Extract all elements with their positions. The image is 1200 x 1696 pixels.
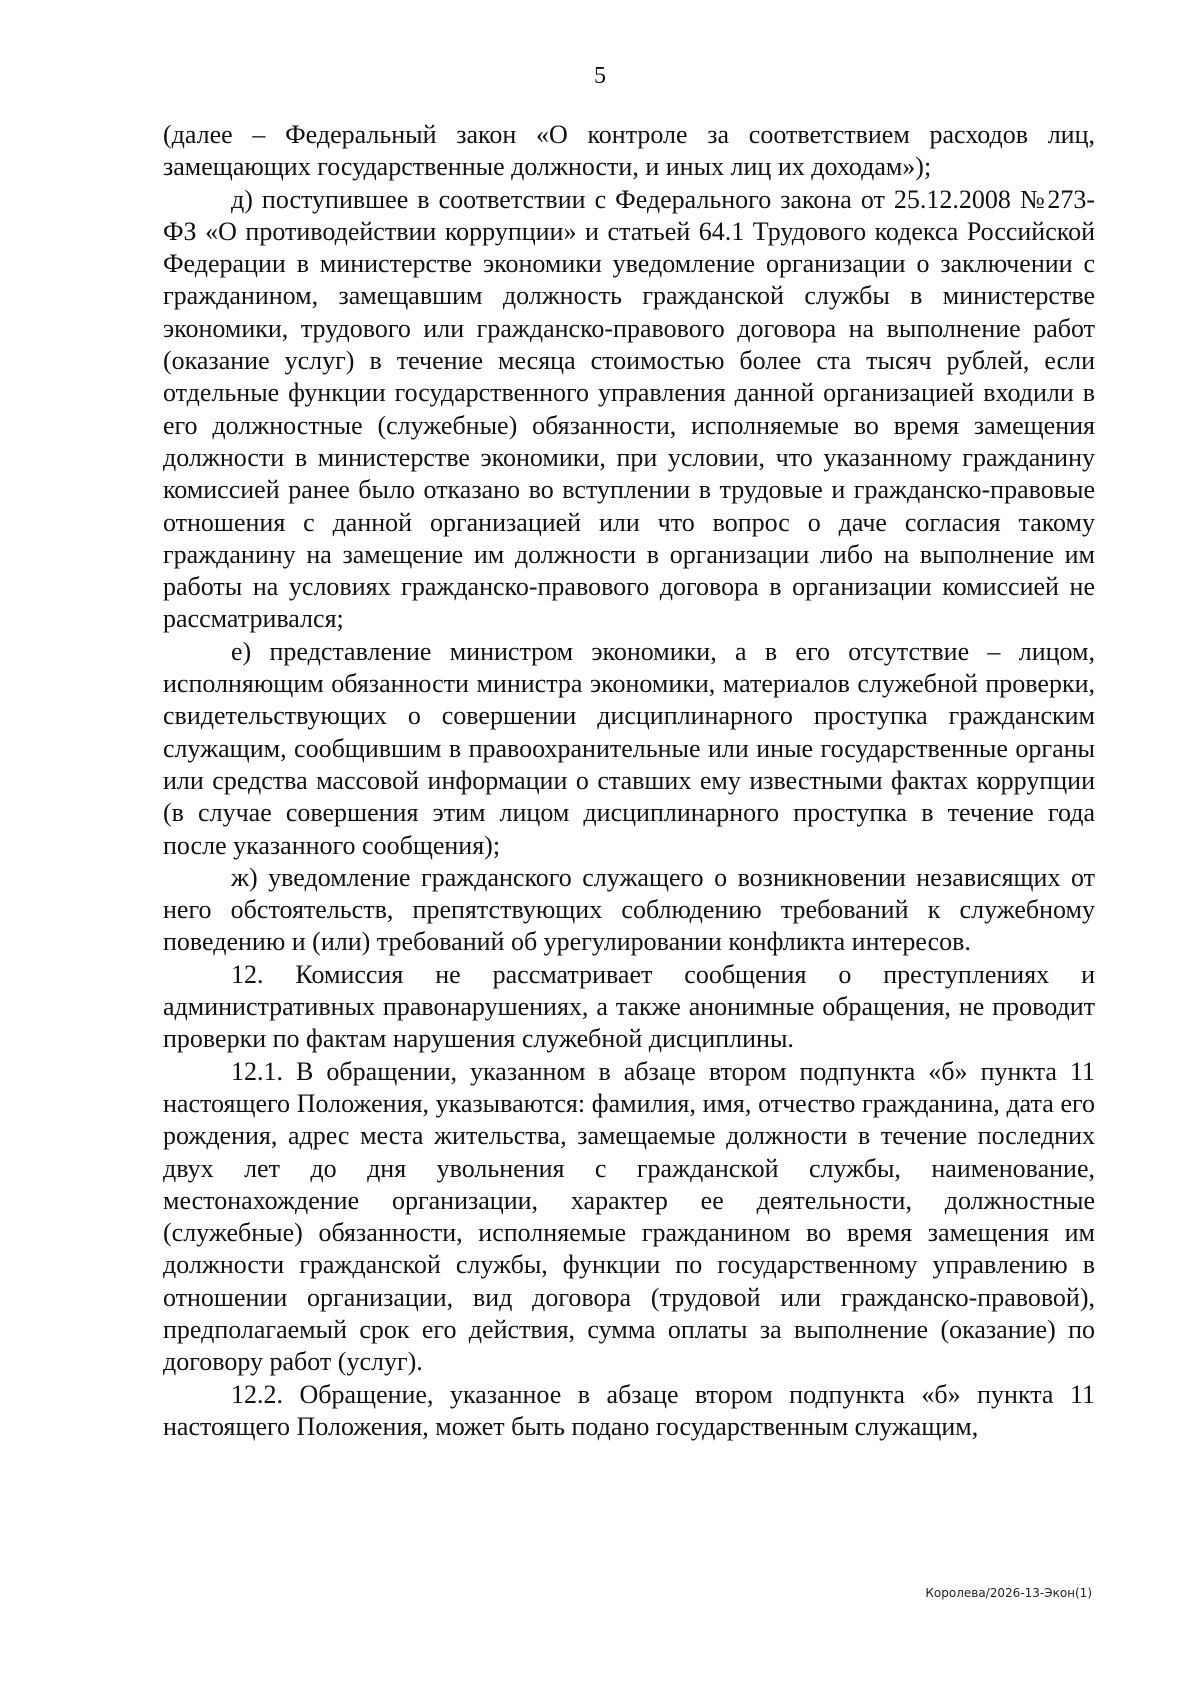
page-number: 5 — [594, 63, 606, 89]
paragraph-clause-12: 12. Комиссия не рассматривает сообщения о преступлениях и административных правонарушениях, а также анонимные обращения, не проводит проверки по фактам нарушения служебной дисциплины. — [163, 959, 1095, 1054]
document-body — [163, 119, 1095, 1443]
paragraph-clause-12-2: 12.2. Обращение, указанное в абзаце втором подпункта «б» пункта 11 настоящего Положения, может быть подано государственным служащим, — [163, 1379, 1095, 1441]
paragraph-continuation: (далее – Федеральный закон «О контроле за соответствием расходов лиц, замещающих государственные должности, и иных лиц их доходам»); — [163, 120, 1095, 182]
paragraph-item-zh: ж) уведомление гражданского служащего о возникновении независящих от него обстоятельств, препятствующих соблюдению требований к служебному поведению и (или) требований об урегулировании конфликта интересов. — [163, 862, 1095, 957]
document-code-footer: Королева/2026-13-Экон(1) — [925, 1586, 1092, 1600]
paragraph-item-d: д) поступившее в соответствии с Федерального закона от 25.12.2008 №273-ФЗ «О противодействии коррупции» и статьей 64.1 Трудового кодекса Российской Федерации в министерстве экономики уведомление организации о заключении с гражданином, замещавшим должность гражданской службы в министерстве экономики, трудового или гражданско-правового договора на выполнение работ (оказание услуг) в течение месяца стоимостью более ста тысяч рублей, если отдельные функции государственного управления данной организацией входили в его должностные (служебные) обязанности, исполняемые во время замещения должности в министерстве экономики, при условии, что указанному гражданину комиссией ранее было отказано во вступлении в трудовые и гражданско-правовые отношения с данной организацией или что вопрос о даче согласия такому гражданину на замещение им должности в организации либо на выполнение им работы на условиях гражданско-правового договора в организации комиссией не рассматривался; — [163, 184, 1095, 634]
paragraph-clause-12-1: 12.1. В обращении, указанном в абзаце втором подпункта «б» пункта 11 настоящего Положения, указываются: фамилия, имя, отчество гражданина, дата его рождения, адрес места жительства, замещаемые должности в течение последних двух лет до дня увольнения с гражданской службы, наименование, местонахождение организации, характер ее деятельности, должностные (служебные) обязанности, исполняемые гражданином во время замещения им должности гражданской службы, функции по государственному управлению в отношении организации, вид договора (трудовой или гражданско-правовой), предполагаемый срок его действия, сумма оплаты за выполнение (оказание) по договору работ (услуг). — [163, 1056, 1095, 1377]
paragraph-item-e: е) представление министром экономики, а в его отсутствие – лицом, исполняющим обязанности министра экономики, материалов служебной проверки, свидетельствующих о совершении дисциплинарного проступка гражданским служащим, сообщившим в правоохранительные или иные государственные органы или средства массовой информации о ставших ему известными фактах коррупции (в случае совершения этим лицом дисциплинарного проступка в течение года после указанного сообщения); — [163, 636, 1095, 860]
